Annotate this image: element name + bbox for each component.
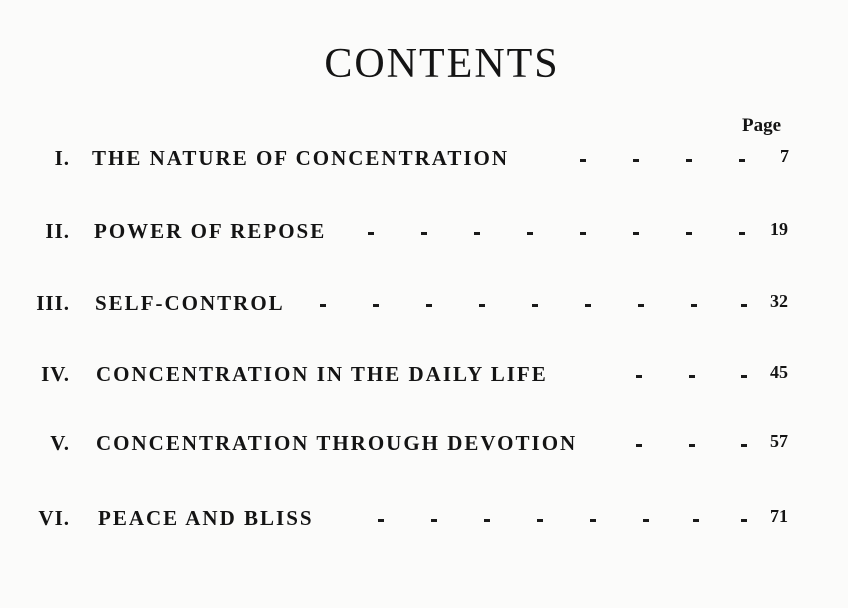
leader-dot: [633, 232, 639, 235]
leader-dot: [532, 304, 538, 307]
leader-dot: [585, 304, 591, 307]
leader-dot: [527, 232, 533, 235]
chapter-numeral: I.: [54, 146, 70, 170]
leader-dot: [378, 519, 384, 522]
page-column-header: Page: [742, 115, 782, 136]
page-number: 57: [770, 431, 788, 451]
toc-entry-5: [0, 431, 848, 461]
toc-entry-2: [0, 219, 848, 249]
page-number: 19: [770, 219, 788, 239]
leader-dot: [590, 519, 596, 522]
chapter-title: PEACE AND BLISS: [98, 506, 314, 530]
toc-entry-3: [0, 291, 848, 321]
chapter-title: THE NATURE OF CONCENTRATION: [92, 146, 510, 170]
leader-dot: [689, 375, 695, 378]
leader-dot: [741, 304, 747, 307]
leader-dot: [686, 232, 692, 235]
chapter-numeral: IV.: [41, 362, 70, 386]
leader-dot: [580, 232, 586, 235]
page-number: 45: [770, 362, 788, 382]
chapter-title: CONCENTRATION IN THE DAILY LIFE: [96, 362, 548, 386]
page-title: CONTENTS: [324, 41, 560, 87]
leader-dot: [741, 375, 747, 378]
leader-dot: [426, 304, 432, 307]
leader-dot: [368, 232, 374, 235]
leader-dot: [320, 304, 326, 307]
chapter-numeral: II.: [45, 219, 70, 243]
leader-dot: [580, 159, 586, 162]
leader-dot: [741, 444, 747, 447]
chapter-title: CONCENTRATION THROUGH DEVOTION: [96, 431, 578, 455]
chapter-title: SELF-CONTROL: [95, 291, 285, 315]
page-number: 32: [770, 291, 788, 311]
page-number: 7: [780, 146, 789, 166]
chapter-numeral: VI.: [38, 506, 70, 530]
toc-entry-1: [0, 146, 848, 176]
leader-dot: [636, 444, 642, 447]
chapter-numeral: III.: [36, 291, 70, 315]
chapter-title: POWER OF REPOSE: [94, 219, 327, 243]
leader-dot: [686, 159, 692, 162]
leader-dot: [643, 519, 649, 522]
leader-dot: [474, 232, 480, 235]
leader-dot: [693, 519, 699, 522]
leader-dot: [421, 232, 427, 235]
leader-dot: [537, 519, 543, 522]
page-number: 71: [770, 506, 788, 526]
toc-entry-6: [0, 506, 848, 536]
leader-dot: [689, 444, 695, 447]
leader-dot: [691, 304, 697, 307]
leader-dot: [484, 519, 490, 522]
leader-dot: [741, 519, 747, 522]
leader-dot: [431, 519, 437, 522]
chapter-numeral: V.: [50, 431, 70, 455]
leader-dot: [636, 375, 642, 378]
leader-dot: [633, 159, 639, 162]
leader-dot: [479, 304, 485, 307]
leader-dot: [638, 304, 644, 307]
leader-dot: [739, 232, 745, 235]
leader-dot: [739, 159, 745, 162]
leader-dot: [373, 304, 379, 307]
toc-entry-4: [0, 362, 848, 392]
